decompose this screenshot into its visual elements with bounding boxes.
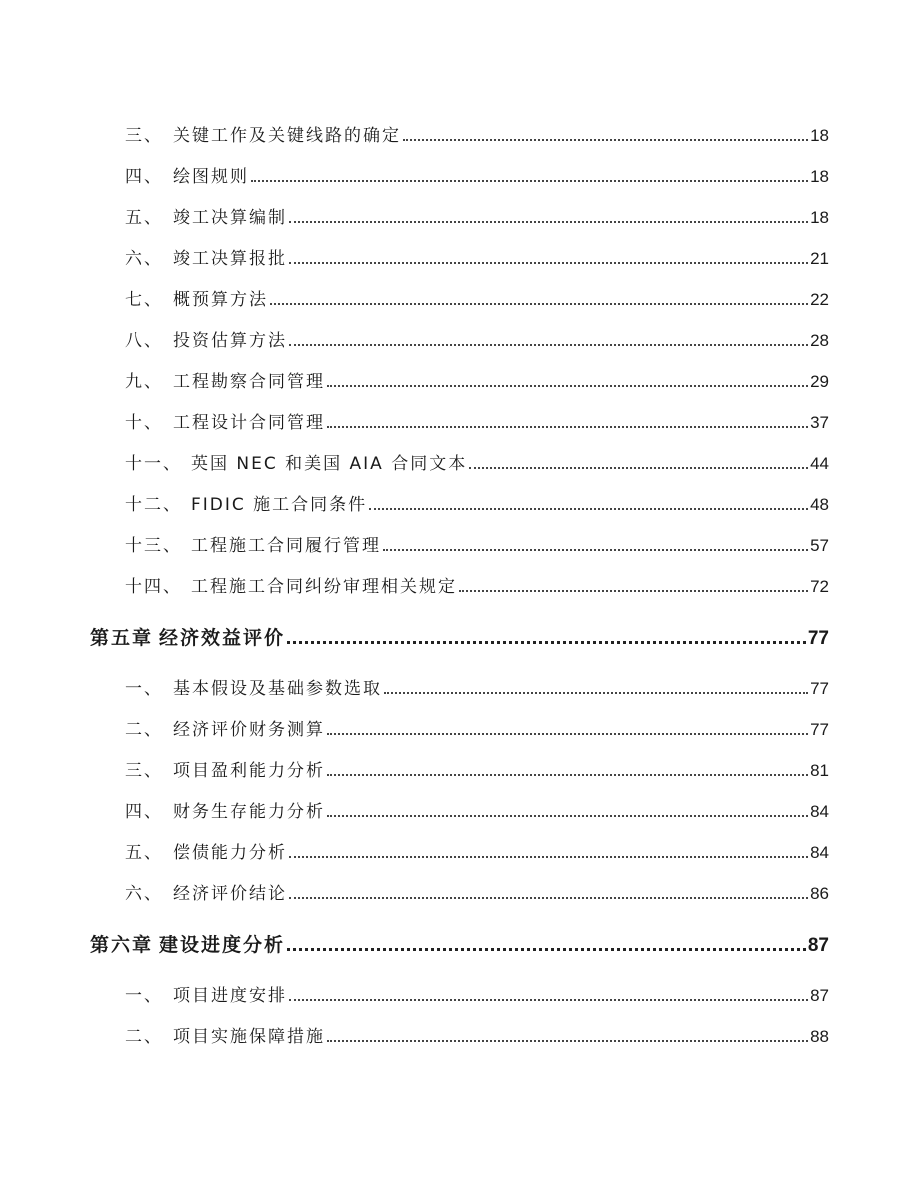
toc-page-number: 21 <box>810 249 829 268</box>
toc-page-number: 28 <box>810 331 829 350</box>
toc-leader-dots <box>289 221 808 223</box>
toc-leader-dots <box>289 262 808 264</box>
toc-page-number: 77 <box>810 720 829 739</box>
toc-entry-title: 项目盈利能力分析 <box>173 761 325 781</box>
toc-page-number: 18 <box>810 126 829 145</box>
toc-page-number: 84 <box>810 843 829 862</box>
toc-leader-dots <box>251 180 808 182</box>
toc-entry[interactable] <box>125 124 829 146</box>
toc-entry-number: 十一、 <box>125 454 182 474</box>
toc-page-number: 84 <box>810 802 829 821</box>
toc-leader-dots <box>327 815 808 817</box>
toc-entry-number: 一、 <box>125 679 163 699</box>
toc-entry-title: 竣工决算编制 <box>173 208 287 228</box>
toc-entry[interactable] <box>125 206 829 228</box>
toc-page-number: 29 <box>810 372 829 391</box>
toc-leader-dots <box>327 733 808 735</box>
toc-entry-title: 经济评价结论 <box>173 884 287 904</box>
toc-entry-title: 项目进度安排 <box>173 986 287 1006</box>
toc-entry[interactable] <box>125 575 829 597</box>
toc-page-number: 22 <box>810 290 829 309</box>
toc-page-number: 18 <box>810 167 829 186</box>
toc-entry-title: 工程设计合同管理 <box>173 413 325 433</box>
toc-entry-number: 四、 <box>125 167 163 187</box>
toc-chapter-entry[interactable] <box>90 931 829 957</box>
toc-entry-number: 九、 <box>125 372 163 392</box>
toc-entry-number: 十二、 <box>125 495 182 515</box>
toc-entry-title: 工程施工合同纠纷审理相关规定 <box>191 577 457 597</box>
toc-entry[interactable] <box>125 800 829 822</box>
toc-entry[interactable] <box>125 288 829 310</box>
toc-chapter-entry[interactable] <box>90 624 829 650</box>
toc-entry-number: 第五章 <box>90 627 154 649</box>
toc-leader-dots <box>403 139 808 141</box>
toc-leader-dots <box>327 385 808 387</box>
toc-leader-dots <box>459 590 808 592</box>
toc-entry-title: 英国 NEC 和美国 AIA 合同文本 <box>191 454 468 474</box>
toc-entry-number: 四、 <box>125 802 163 822</box>
toc-entry-number: 一、 <box>125 986 163 1006</box>
toc-page-number: 88 <box>810 1027 829 1046</box>
toc-entry-title: 经济评价财务测算 <box>173 720 325 740</box>
toc-page-number: 44 <box>810 454 829 473</box>
toc-entry-title: 关键工作及关键线路的确定 <box>173 126 401 146</box>
toc-leader-dots <box>327 1040 808 1042</box>
toc-leader-dots <box>270 303 808 305</box>
toc-entry-title: 概预算方法 <box>173 290 268 310</box>
toc-leader-dots <box>469 467 808 469</box>
toc-entry-title: 偿债能力分析 <box>173 843 287 863</box>
toc-page-number: 87 <box>807 935 829 956</box>
toc-page-number: 48 <box>810 495 829 514</box>
toc-page-number: 86 <box>810 884 829 903</box>
toc-leader-dots <box>327 426 808 428</box>
toc-entry-number: 第六章 <box>90 934 154 956</box>
toc-entry[interactable] <box>125 452 829 474</box>
toc-entry-title: 工程勘察合同管理 <box>173 372 325 392</box>
toc-page-number: 87 <box>810 986 829 1005</box>
toc-entry-number: 二、 <box>125 1027 163 1047</box>
toc-entry-title: 竣工决算报批 <box>173 249 287 269</box>
toc-entry-title: 建设进度分析 <box>159 934 286 956</box>
toc-entry-number: 六、 <box>125 249 163 269</box>
toc-entry-title: 项目实施保障措施 <box>173 1027 325 1047</box>
toc-entry-number: 五、 <box>125 208 163 228</box>
toc-entry-number: 六、 <box>125 884 163 904</box>
toc-leader-dots <box>287 641 806 644</box>
toc-entry[interactable] <box>125 759 829 781</box>
toc-entry-number: 十四、 <box>125 577 182 597</box>
toc-entry-number: 八、 <box>125 331 163 351</box>
toc-entry[interactable] <box>125 370 829 392</box>
toc-entry-title: 工程施工合同履行管理 <box>191 536 381 556</box>
toc-entry[interactable] <box>125 411 829 433</box>
toc-leader-dots <box>289 344 808 346</box>
toc-entry[interactable] <box>125 1025 829 1047</box>
toc-entry-title: 经济效益评价 <box>159 627 286 649</box>
toc-entry-number: 十三、 <box>125 536 182 556</box>
toc-entry[interactable] <box>125 493 829 515</box>
toc-entry[interactable] <box>125 841 829 863</box>
toc-entry[interactable] <box>125 984 829 1006</box>
toc-entry[interactable] <box>125 677 829 699</box>
toc-entry-number: 五、 <box>125 843 163 863</box>
toc-entry-title: 基本假设及基础参数选取 <box>173 679 382 699</box>
toc-entry[interactable] <box>125 329 829 351</box>
toc-entry[interactable] <box>125 165 829 187</box>
toc-page-number: 77 <box>807 628 829 649</box>
toc-entry-number: 七、 <box>125 290 163 310</box>
toc-page-number: 72 <box>810 577 829 596</box>
toc-entry-title: 财务生存能力分析 <box>173 802 325 822</box>
toc-entry[interactable] <box>125 882 829 904</box>
toc-entry[interactable] <box>125 718 829 740</box>
toc-leader-dots <box>384 692 808 694</box>
toc-page-number: 18 <box>810 208 829 227</box>
toc-page-number: 37 <box>810 413 829 432</box>
toc-leader-dots <box>289 999 808 1001</box>
toc-entry-title: FIDIC 施工合同条件 <box>191 495 368 515</box>
toc-leader-dots <box>383 549 808 551</box>
toc-leader-dots <box>289 897 808 899</box>
toc-entry[interactable] <box>125 534 829 556</box>
toc-leader-dots <box>289 856 808 858</box>
toc-page-number: 81 <box>810 761 829 780</box>
toc-entry-number: 十、 <box>125 413 163 433</box>
toc-leader-dots <box>369 508 808 510</box>
toc-page-number: 57 <box>810 536 829 555</box>
toc-leader-dots <box>327 774 808 776</box>
toc-entry-number: 三、 <box>125 761 163 781</box>
toc-entry-title: 投资估算方法 <box>173 331 287 351</box>
toc-entry[interactable] <box>125 247 829 269</box>
toc-entry-number: 二、 <box>125 720 163 740</box>
toc-leader-dots <box>287 948 806 951</box>
toc-entry-number: 三、 <box>125 126 163 146</box>
toc-entry-title: 绘图规则 <box>173 167 249 187</box>
toc-page-number: 77 <box>810 679 829 698</box>
